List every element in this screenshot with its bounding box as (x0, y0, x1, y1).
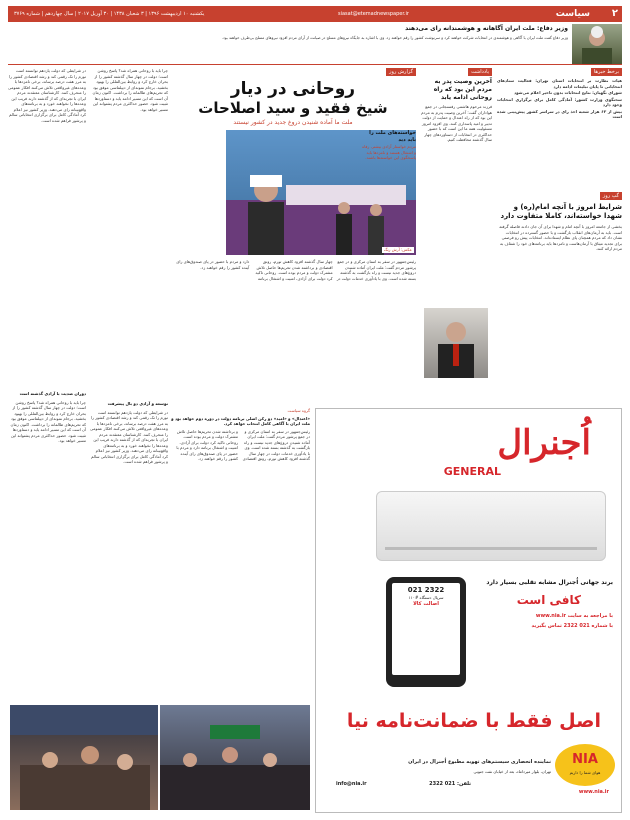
sidebar-column (497, 68, 622, 408)
quote-kicker: گروه سیاست (287, 408, 310, 413)
rally-photo (160, 705, 310, 810)
nia-badge-text: NIA (572, 752, 598, 767)
left-subhead-b: توسعه و آزادی دو بال پیشرفت (107, 401, 168, 406)
left-subhead-a: دوران ضدیت با آزادی گذشته است (19, 391, 86, 396)
speaker-photo (424, 308, 488, 378)
lead-sidebox (362, 130, 416, 260)
ad-headline: برند جهانی اُجنرال مشابه تقلبی بسیار دارد (486, 579, 613, 586)
lead-title-line1: روحانی در دیار (230, 79, 356, 99)
top-divider (8, 64, 622, 65)
lead-box-title: خواسته‌های ملت را باید دید (369, 130, 416, 143)
left-body-a2: چرا باید با روحانی همراه شد؟ پاسخ روشن است؛ دولت در چهار سال گذشته کشور را از بحران خارج کرد و روابط بین‌المللی را بهبود بخشید. برجام نمونه‌ای از دیپلماسی موفق بود که تحریم‌های ظالمانه را برداشت. اکنون زمان آن است که این مسیر ادامه یابد و دستاوردها تثبیت شود. حضور حداکثری مردم پشتوانه این مسیر خواهد بود. (10, 399, 86, 443)
mid-kicker: یادداشت (468, 68, 492, 76)
air-conditioner-image (376, 491, 606, 561)
list-item: شورای نگهبان: نتایج انتخابات بدون تاخیر اعلام می‌شود (514, 90, 622, 95)
phone-mockup (386, 577, 466, 687)
lead-subtitle: ملت ما آماده شنیدن دروغ جدید در کشور نیستند (233, 119, 353, 126)
crowd-photo (10, 705, 158, 810)
photo-caption: عکس: آرش رنگ (383, 247, 412, 252)
mid-column (420, 68, 492, 403)
top-story-title: وزیر دفاع: ملت ایران آگاهانه و هوشمندانه رای می‌دهند (405, 25, 568, 32)
sms-number: 021 2322 (407, 586, 445, 594)
page-header (8, 6, 622, 22)
list-item: بیش از ۶۳ هزار شعبه اخذ رای در سراسر کشور پیش‌بینی شده است (497, 108, 622, 119)
top-story (8, 24, 568, 60)
lower-body: رئیس‌جمهور در سفر به استان مرکزی و در جمع پرشور مردم گفت: ملت ایران آماده شنیدن دروغ‌های جدید نیست و راه بازگشت به گذشته بسته شده است. وی با یادآوری خدمات دولت در چهار سال گذشته افزود کاهش تورم، رونق اقتصادی و برداشته شدن تحریم‌ها حاصل تلاش مشترک دولت و مردم بوده است. روحانی تاکید کرد دولت برای آزادی، امنیت و اشتغال برنامه دارد و مردم با حضور در پای صندوق‌های رای آینده کشور را رقم خواهند زد. (176, 428, 310, 461)
date-line: یکشنبه ۱۰ اردیبهشت ۱۳۹۶ | ۳ شعبان ۱۴۳۸ | ۳۰ آوریل ۲۰۱۷ | سال چهاردهم | شماره ۳۷۶۹ (14, 11, 205, 17)
ad-slogan: اصل فقط با ضمانت‌نامه نیا (346, 710, 601, 732)
ad-email: info@nia.ir (336, 781, 367, 787)
ad-tel: تلفن: 021 2322 (429, 781, 471, 787)
left-body-b: چرا باید با روحانی همراه شد؟ پاسخ روشن است؛ دولت در چهار سال گذشته کشور را از بحران خارج کرد و روابط بین‌المللی را بهبود بخشید. برجام نمونه‌ای از دیپلماسی موفق بود که تحریم‌های ظالمانه را برداشت. اکنون زمان آن است که این مسیر ادامه یابد و دستاوردها تثبیت شود. حضور حداکثری مردم پشتوانه این مسیر خواهد بود. (92, 68, 168, 112)
list-item: هیات نظارت بر انتخابات استان تهران: فعالیت ستادهای انتخاباتی تا پایان تبلیغات ادامه دارد (497, 78, 622, 89)
sms-text: سریال دستگاه #۱۱۰ (408, 595, 444, 600)
section-title: سیاست (555, 9, 590, 19)
sidebar-body: بخشی از جامعه امروز با آنچه امام و شهدا برای آن جان دادند فاصله گرفته است. باید به آرمان‌های انقلاب بازگشت و با حضور گسترده در انتخابات نشان داد که مردم همچنان پای نظام ایستاده‌اند. انتخابات پیش رو فرصتی برای تجدید میثاق با آرمان‌هاست و نامزدها باید برنامه‌های خود را شفاف به مردم ارائه کنند. (499, 224, 622, 251)
page-number: ۲ (611, 8, 618, 19)
ad-sub: کافی است (516, 593, 581, 607)
sms-cta: اصالت کالا (413, 601, 439, 607)
ad-footer-title: نماینده انحصاری سیستم‌های تهویه مطبوع اُجنرال در ایران (408, 759, 551, 765)
lead-title-line2: شیخ فقید و سید اصلاحات (198, 99, 388, 117)
lower-columns (170, 408, 310, 708)
quote-text: «اعتدال» و «امید» دو رکن اصلی برنامه دولت در دوره دوم خواهد بود و ملت ایران با آگاهی کامل انتخاب خواهد کرد. (171, 415, 310, 426)
sidebar-headline: شرایط امروز با آنچه امام(ره) و شهدا خواسته‌اند، کاملا متفاوت دارد (500, 203, 622, 220)
ad-web: www.nia.ir (578, 789, 609, 795)
lead-story (170, 68, 416, 408)
left-column-b (90, 68, 168, 748)
list-item: سخنگوی وزارت کشور: آمادگی کامل برای برگزاری انتخابات وجود دارد (497, 96, 622, 107)
left-body-a: در شرایطی که دولت یازدهم توانسته است تورم را تک رقمی کند و رشد اقتصادی کشور را به مرز هفت درصد برساند، برخی نامزدها با وعده‌های غیرواقعی تلاش می‌کنند افکار عمومی را منحرف کنند. کارشناسان معتقدند مردم ایران با تجربه‌ای که از گذشته دارند فریب این وعده‌ها را نخواهند خورد و به برنامه‌های واقع‌بینانه رای می‌دهند. وزیر کشور نیز اعلام کرد آمادگی کامل برای برگزاری انتخاباتی سالم و پرشور فراهم شده است. (8, 68, 86, 123)
ad-brand-fa: اُجنرال (497, 423, 591, 463)
sidebar-kicker-2: گپ روز (600, 192, 622, 200)
general-ad[interactable] (315, 408, 622, 813)
section-email: siasat@etemadnewspaper.ir (338, 11, 409, 17)
ad-brand-en: GENERAL (443, 465, 501, 478)
ad-line2: با شماره 021 2322 تماس بگیرید (531, 623, 613, 629)
top-story-body: وزیر دفاع گفت ملت ایران با آگاهی و هوشمندی در انتخابات شرکت خواهند کرد و سرنوشت کشور را رقم خواهند زد. وی با اشاره به جایگاه نیروهای مسلح در صیانت از آرای مردم افزود نیروهای مسلح بی‌طرف خواهند بود. (221, 35, 568, 40)
lead-body: رئیس‌جمهور در سفر به استان مرکزی و در جمع پرشور مردم گفت: ملت ایران آماده شنیدن دروغ‌های جدید نیست و راه بازگشت به گذشته بسته شده است. وی با یادآوری خدمات دولت در چهار سال گذشته افزود کاهش تورم، رونق اقتصادی و برداشته شدن تحریم‌ها حاصل تلاش مشترک دولت و مردم بوده است. روحانی تاکید کرد دولت برای آزادی، امنیت و اشتغال برنامه دارد و مردم با حضور در پای صندوق‌های رای آینده کشور را رقم خواهند زد. (176, 259, 416, 281)
nia-badge (555, 744, 615, 786)
mid-title: آخرین وصیت پدر به مردم این بود که راه روحانی ادامه یابد (433, 78, 492, 101)
sidebar-news-list (497, 78, 622, 188)
left-column-a (8, 68, 86, 748)
sidebar-kicker: برخط خبرها (591, 68, 622, 76)
mid-body: فرزند مرحوم هاشمی رفسنجانی در جمع هواداران گفت: آخرین وصیت پدرم به مردم این بود که از راه اعتدال و حمایت از دولت تدبیر و امید پاسداری کنند. وی افزود امروز مسئولیت همه ما این است که با حضور حداکثری در انتخابات از دستاوردهای چهار سال گذشته محافظت کنیم. (421, 104, 492, 142)
nia-badge-sub: هوای شما را داریم (569, 770, 601, 775)
left-body-b2: در شرایطی که دولت یازدهم توانسته است تورم را تک رقمی کند و رشد اقتصادی کشور را به مرز هفت درصد برساند، برخی نامزدها با وعده‌های غیرواقعی تلاش می‌کنند افکار عمومی را منحرف کنند. کارشناسان معتقدند مردم ایران با تجربه‌ای که از گذشته دارند فریب این وعده‌ها را نخواهند خورد و به برنامه‌های واقع‌بینانه رای می‌دهند. وزیر کشور نیز اعلام کرد آمادگی کامل برای برگزاری انتخاباتی سالم و پرشور فراهم شده است. (90, 409, 168, 464)
minister-portrait (572, 24, 622, 64)
ad-footer-addr: تهران، بلوار میرداماد، بعد از خیابان نفت جنوبی (473, 769, 551, 774)
lead-box-body: مردم خواستار آزادی بیشتر، رفاه و اشتغال هستند و نامزدها باید پاسخگوی این خواسته‌ها باشند. (362, 144, 416, 160)
lead-kicker: گزارش روز (386, 68, 416, 76)
ad-line1: با مراجعه به سایت www.nia.ir (535, 613, 613, 619)
